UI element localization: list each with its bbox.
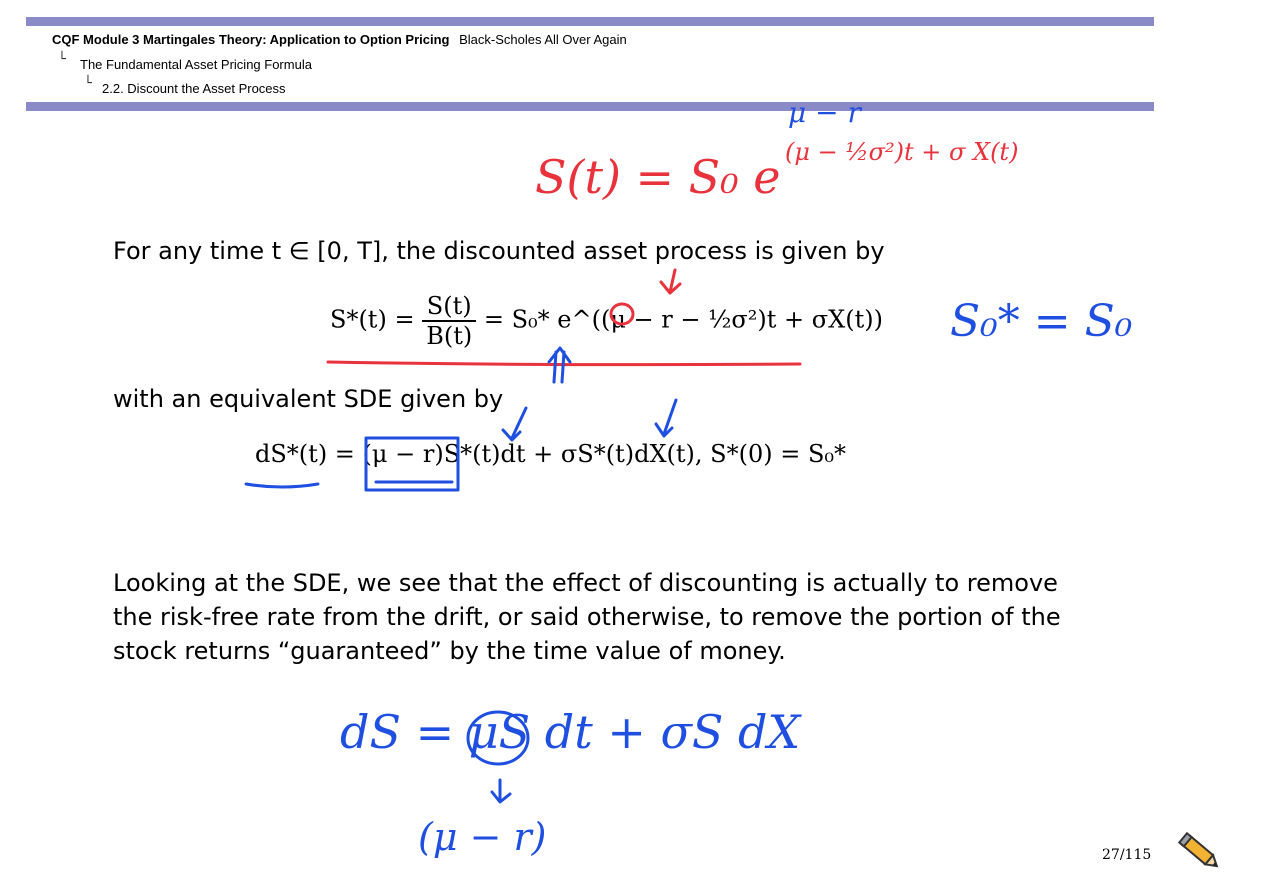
eq1-denominator: B(t) bbox=[426, 322, 473, 350]
red-annotation-formula: S(t) = S₀ e bbox=[535, 150, 781, 204]
blue-underline bbox=[246, 484, 318, 487]
tree-branch-1: └ bbox=[58, 52, 66, 67]
eq1-lhs: S*(t) = bbox=[330, 305, 415, 334]
subsubsection-title: 2.2. Discount the Asset Process bbox=[102, 81, 286, 96]
subsection-title: The Fundamental Asset Pricing Formula bbox=[80, 57, 312, 72]
equation-sde: dS*(t) = (μ − r)S*(t)dt + σS*(t)dX(t), S*(0) = S₀* bbox=[255, 440, 847, 468]
blue-annotation-sde: dS = μS dt + σS dX bbox=[340, 705, 801, 759]
tree-branch-2: └ bbox=[84, 76, 92, 91]
paragraph-line-3: stock returns “guaranteed” by the time value of money. bbox=[113, 637, 786, 665]
blue-annotation-s0: S₀* = S₀ bbox=[950, 296, 1133, 347]
blue-annotation-mu-minus-r-bottom: (μ − r) bbox=[418, 815, 547, 859]
paragraph-line-1: Looking at the SDE, we see that the effect of discounting is actually to remove bbox=[113, 569, 1058, 597]
eq1-rhs: = S₀* e^((μ − r − ½σ²)t + σX(t)) bbox=[483, 305, 883, 334]
red-annotation-exponent: (μ − ½σ²)t + σ X(t) bbox=[785, 138, 1019, 166]
eq1-numerator: S(t) bbox=[422, 292, 476, 322]
blue-annotation-mu-minus-r-top: μ − r bbox=[788, 96, 861, 129]
sde-intro-text: with an equivalent SDE given by bbox=[113, 385, 504, 413]
intro-text: For any time t ∈ [0, T], the discounted asset process is given by bbox=[113, 237, 885, 265]
red-circle bbox=[611, 304, 633, 324]
section-title: Black-Scholes All Over Again bbox=[459, 32, 627, 47]
blue-circle bbox=[468, 712, 528, 764]
pencil-icon[interactable] bbox=[1176, 828, 1224, 876]
blue-arrow-2-icon bbox=[656, 400, 676, 436]
course-title: CQF Module 3 Martingales Theory: Application to Option Pricing bbox=[52, 32, 450, 47]
blue-arrow-1-icon bbox=[503, 408, 526, 440]
blue-arrow-down-icon bbox=[492, 780, 510, 802]
red-arrow-icon bbox=[661, 270, 680, 293]
paragraph-line-2: the risk-free rate from the drift, or said otherwise, to remove the portion of the bbox=[113, 603, 1061, 631]
page-number: 27/115 bbox=[1102, 847, 1152, 863]
